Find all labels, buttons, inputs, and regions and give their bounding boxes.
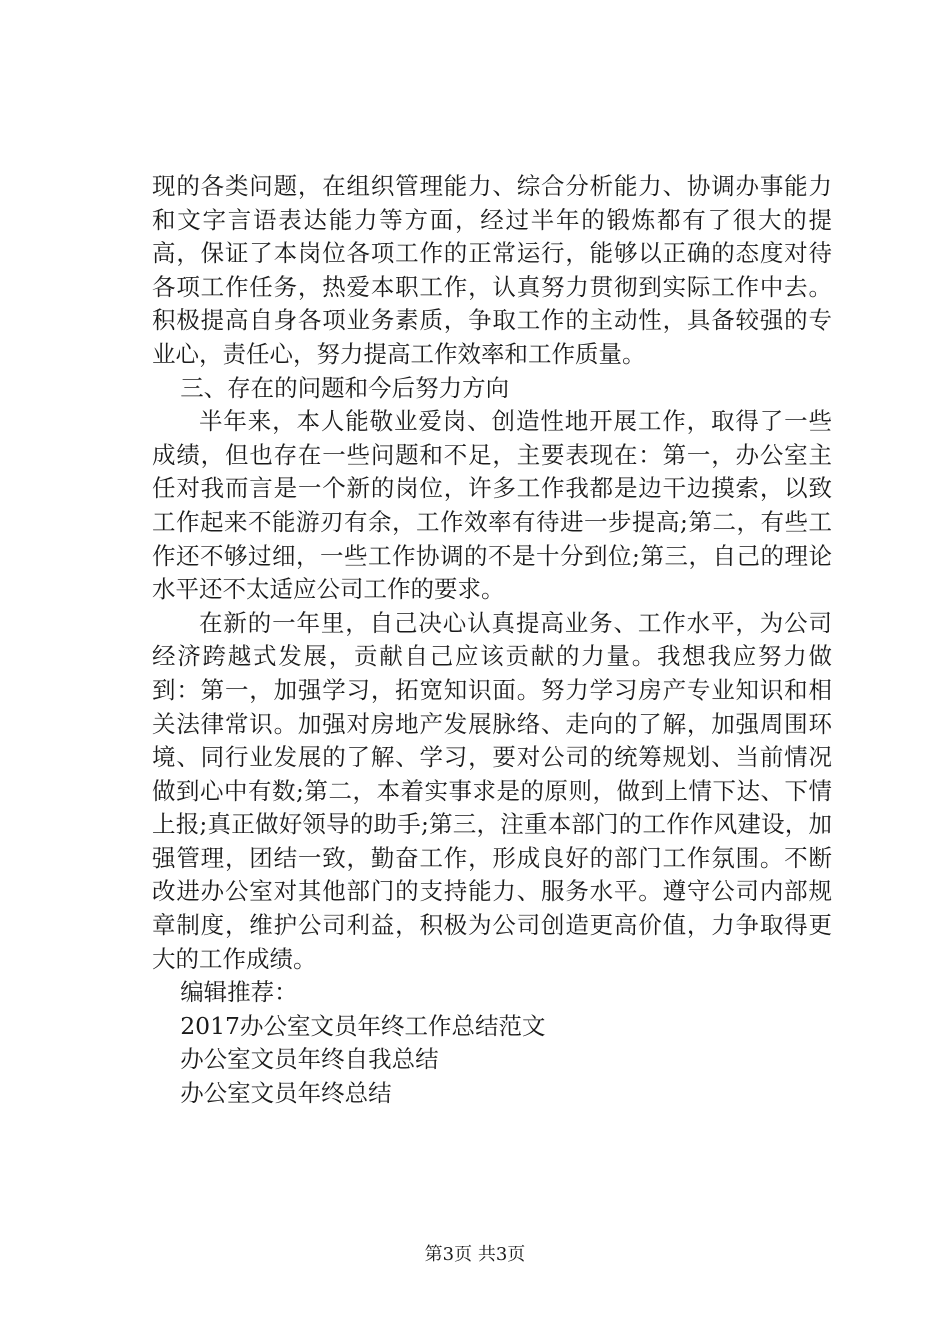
- paragraph-plans: 在新的一年里，自己决心认真提高业务、工作水平，为公司经济跨越式发展，贡献自己应该贡献的力量。我想我应努力做到：第一，加强学习，拓宽知识面。努力学习房产专业知识和相关法律常识。加强对房地产发展脉络、走向的了解，加强周围环境、同行业发展的了解、学习，要对公司的统筹规划、当前情况做到心中有数;第二，本着实事求是的原则，做到上情下达、下情上报;真正做好领导的助手;第三，注重本部门的工作作风建设，加强管理，团结一致，勤奋工作，形成良好的部门工作氛围。不断改进办公室对其他部门的支持能力、服务水平。遵守公司内部规章制度，维护公司利益，积极为公司创造更高价值，力争取得更大的工作成绩。: [152, 608, 832, 973]
- paragraph-problems: 半年来，本人能敬业爱岗、创造性地开展工作，取得了一些成绩，但也存在一些问题和不足，主要表现在：第一，办公室主任对我而言是一个新的岗位，许多工作我都是边干边摸索，以致工作起来不能游刃有余，工作效率有待进一步提高;第二，有些工作还不够过细，一些工作协调的不是十分到位;第三，自己的理论水平还不太适应公司工作的要求。: [152, 407, 832, 604]
- paragraph-continuation: 现的各类问题，在组织管理能力、综合分析能力、协调办事能力和文字言语表达能力等方面，经过半年的锻炼都有了很大的提高，保证了本岗位各项工作的正常运行，能够以正确的态度对待各项工作任务，热爱本职工作，认真努力贯彻到实际工作中去。积极提高自身各项业务素质，争取工作的主动性，具备较强的专业心，责任心，努力提高工作效率和工作质量。: [152, 172, 832, 368]
- recommend-link[interactable]: 办公室文员年终自我总结: [180, 1045, 439, 1074]
- recommend-link[interactable]: 2017办公室文员年终工作总结范文: [180, 1011, 546, 1040]
- recommend-link[interactable]: 办公室文员年终总结: [180, 1079, 392, 1108]
- document-body: [152, 170, 832, 1111]
- recommend-label: 编辑推荐：: [180, 978, 298, 1007]
- page-footer: 第3页 共3页: [424, 1244, 526, 1265]
- section-heading: 三、存在的问题和今后努力方向: [180, 373, 510, 402]
